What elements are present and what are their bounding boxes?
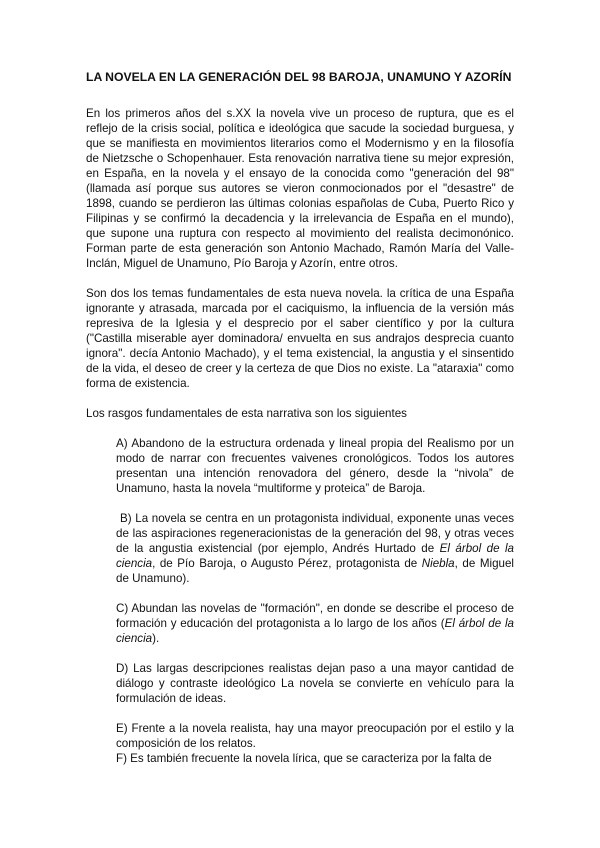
list-item-b-text-2: , de Pío Baroja, o Augusto Pérez, protagonista de <box>152 557 422 570</box>
paragraph-intro-context: En los primeros años del s.XX la novela vive un proceso de ruptura, que es el reflejo de la crisis social, política e ideológica que sacude la sociedad burguesa, y que se manifiesta en movimientos literarios como el Modernismo y en la filosofía de Nietzsche o Schopenhauer. Esta renovación narrativa tiene su mejor expresión, en España, en la novela y el ensayo de la conocida como "generación del 98" (llamada así porque sus autores se vieron conmocionados por el "desastre" de 1898, cuando se perdieron las últimas colonias españolas de Cuba, Puerto Rico y Filipinas y se confirmó la decadencia y la irrelevancia de España en el mundo), que supone una ruptura con respecto al movimiento del realista decimonónico. Forman parte de esta generación son Antonio Machado, Ramón María del Valle-Inclán, Miguel de Unamuno, Pío Baroja y Azorín, entre otros. <box>86 107 514 270</box>
list-item-c-text-2: ). <box>152 632 160 645</box>
work-title-arbol-ciencia: El árbol de la ciencia <box>116 542 514 570</box>
features-list <box>86 436 514 766</box>
paragraph-list-intro: Los rasgos fundamentales de esta narrativa son los siguientes <box>86 407 407 420</box>
paragraph-themes: Son dos los temas fundamentales de esta nueva novela. la crítica de una España ignorante y atrasada, marcada por el caciquismo, la influencia de la versión más represiva de la Iglesia y el desprecio por el saber científico y por la cultura ("Castilla miserable ayer dominadora/ envuelta en sus andrajos desprecia cuanto ignora". decía Antonio Machado), y el tema existencial, la angustia y el sinsentido de la vida, el deseo de creer y la certeza de que Dios no existe. La "ataraxia" como forma de existencia. <box>86 287 514 390</box>
work-title-arbol-ciencia-c: El árbol de la ciencia <box>116 617 514 645</box>
work-title-niebla: Niebla <box>421 557 455 570</box>
list-item-f: F) Es también frecuente la novela lírica, que se caracteriza por la falta de <box>116 752 492 765</box>
list-item-b-text-1: B) La novela se centra en un protagonista individual, exponente unas veces de las aspiraciones regeneracionistas de la generación del 98, y otras veces de la angustia existencial (por ejemplo, Andrés Hurtado de <box>116 512 514 555</box>
list-item-d: D) Las largas descripciones realistas dejan paso a una mayor cantidad de diálogo y contraste ideológico La novela se convierte en vehículo para la formulación de ideas. <box>116 662 514 705</box>
list-item-c-text-1: C) Abundan las novelas de "formación", en donde se describe el proceso de formación y educación del protagonista a lo largo de los años ( <box>116 602 514 630</box>
list-item-b-text-3: , de Miguel de Unamuno). <box>116 557 514 585</box>
list-item-b <box>116 511 514 586</box>
list-item-e: E) Frente a la novela realista, hay una mayor preocupación por el estilo y la composición de los relatos. <box>116 722 514 750</box>
list-item-a: A) Abandono de la estructura ordenada y lineal propia del Realismo por un modo de narrar con frecuentes vaivenes cronológicos. Todos los autores presentan una intención renovadora del género, desde la “nivola” de Unamuno, hasta la novela “multiforme y proteica” de Baroja. <box>116 437 514 495</box>
document-title: LA NOVELA EN LA GENERACIÓN DEL 98 BAROJA, UNAMUNO Y AZORÍN <box>86 70 512 84</box>
list-item-c <box>116 601 514 646</box>
